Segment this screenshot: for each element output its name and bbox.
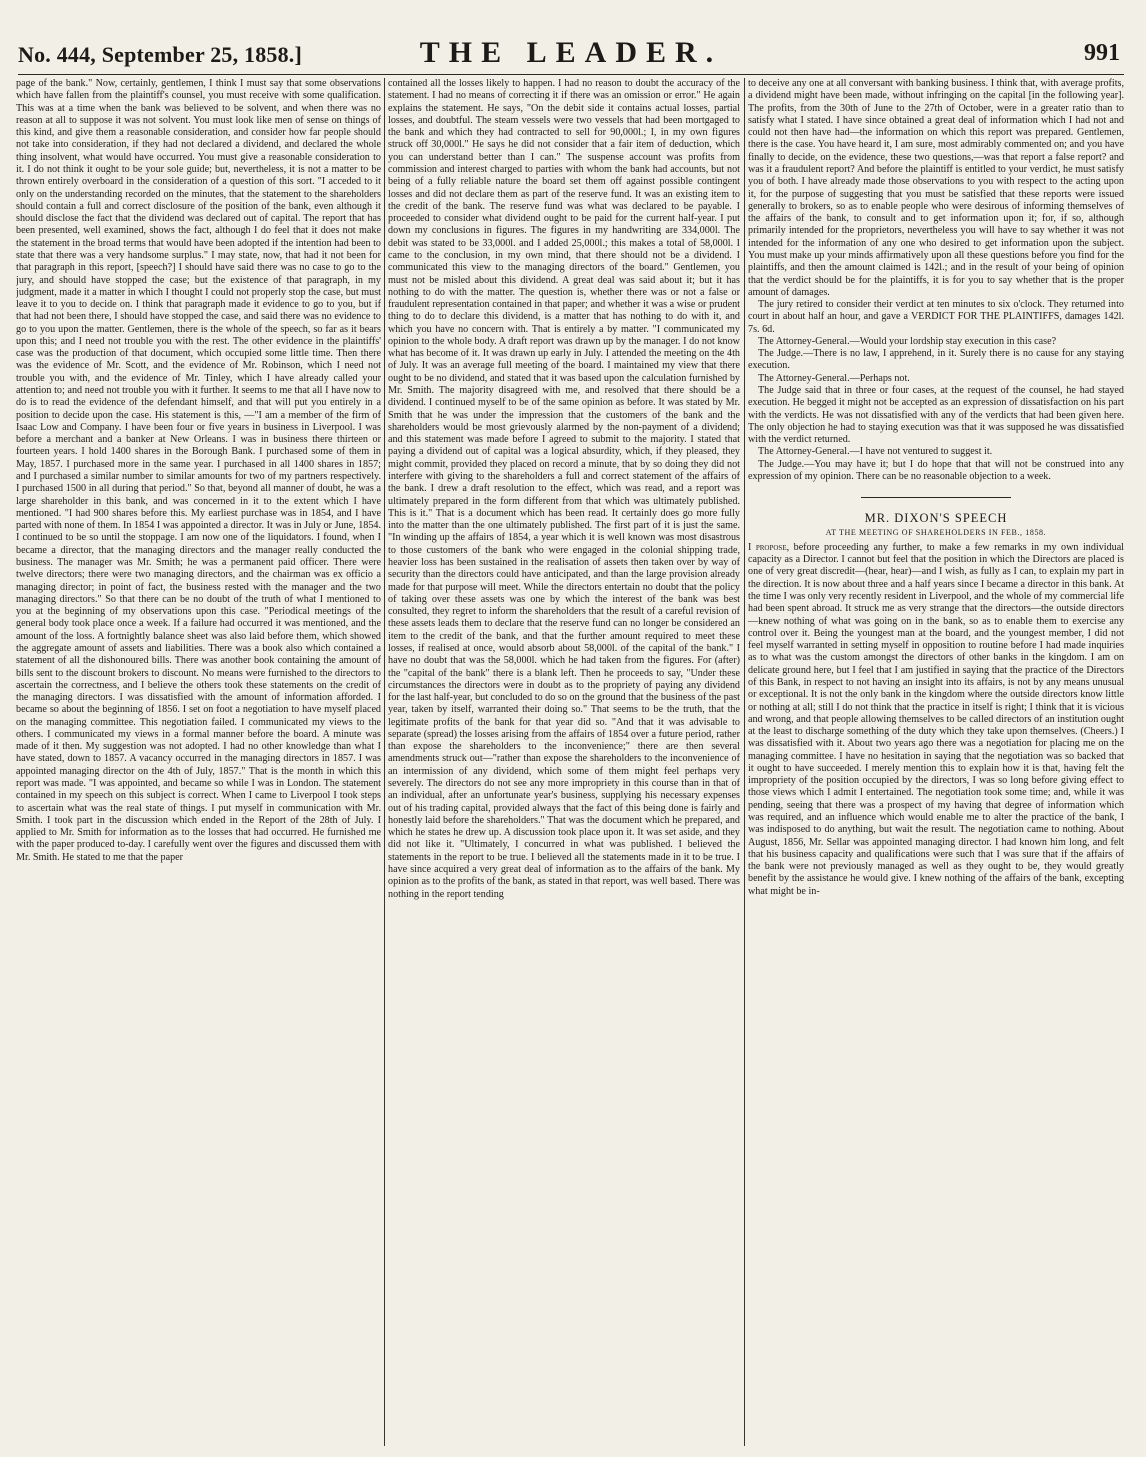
section-paragraph: [748, 542, 1124, 898]
paragraph: The Judge said that in three or four cases, at the request of the counsel, he had stayed execution. He begged it might not be accepted as an expression of dissatisfaction on his part with the verdicts. He was not dissatisfied with any of the verdicts that had been given here. The only objection he had to staying execution was that it was supposed he was dissatisfied with the verdict returned.: [748, 385, 1124, 446]
paragraph: The jury retired to consider their verdict at ten minutes to six o'clock. They returned into court in about half an hour, and gave a VERDICT FOR THE PLAINTIFFS, damages 142l. 7s. 6d.: [748, 299, 1124, 335]
issue-info: No. 444, September 25, 1858.]: [18, 42, 303, 67]
lead-word: I propose,: [748, 541, 790, 553]
paragraph: The Judge.—There is no law, I apprehend, in it. Surely there is no cause for any staying execution.: [748, 348, 1124, 372]
section-divider: [861, 497, 1011, 498]
column-1: [16, 78, 381, 1446]
page-number: 991: [1084, 40, 1120, 66]
paragraph: The Attorney-General.—Would your lordship stay execution in this case?: [758, 335, 1057, 347]
paragraph: The Judge.—You may have it; but I do hope that that will not be construed into any expression of my opinion. There can be no reasonable objection to a week.: [748, 458, 1124, 482]
paragraph: The Attorney-General.—I have not ventured to suggest it.: [758, 446, 993, 458]
section-title: MR. DIXON'S SPEECH: [864, 511, 1008, 526]
paragraph: to deceive any one at all conversant with banking business. I think that, with average profits, a dividend might have been made, without infringing on the capital [in the following year]. The profits, from the 30th of June to the 27th of October, were in a greater ratio than to satisfy what I stated. I have since obtained a great deal of information which I had not and could not then have had—the information on which this report was prepared. Gentlemen, there is the case. You have heard it, I am sure, most admirably commented on; and you have finally to decide, on the evidence, these two questions,—was that report a false report? and was it a fraudulent report? And before the plaintiff is entitled to your verdict, he must satisfy you of both. I have already made those observations to you with respect to the acting upon it, for the purpose of suggesting that you must be satisfied that these reports were issued generally to brokers, so as to enable people who were desirous of informing themselves of the affairs of the bank, to consult and to get information upon it; for, if so, although primarily intended for the proprietors, nevertheless you will have to say whether it was not intended for the information of any one who desired to get information upon the subject. You must make up your minds affirmatively upon all these questions before you find for the plaintiffs, and then the amount claimed is 142l.; and in the result of your being of opinion that the verdict should be for the plaintiffs, it is for you to say whether that is the proper amount of damages.: [748, 78, 1124, 298]
column-rule: [384, 78, 385, 1446]
column-3: [748, 78, 1124, 1446]
paragraph: The Attorney-General.—Perhaps not.: [758, 372, 910, 384]
paragraph: page of the bank." Now, certainly, gentlemen, I think I must say that some observations which have fallen from the plaintiff's counsel, you must receive with some qualification. This was at a time when the bank was believed to be solvent, and when there was no reason at all to suppose it was not solvent. You must look like men of sense on things of this kind, and give them a reasonable consideration, and consider how far people should not take into consideration, if they had not declared a dividend, and declared the whole thing insolvent, what would have occurred. You must give a reasonable consideration to it. I do not think it ought to be your sole guide; but, nevertheless, it is not a matter to be thrown entirely overboard in the consideration of a question of this sort. "I acceded to it only on the understanding recorded on the minutes, that the statement to the shareholders should contain a full and correct disclosure of the position of the bank, even although it should disclose the fact that the dividend was declared out of capital. The report that has been presented, well examined, shows the fact, although I do feel that it does not make the statement in the broad terms that would have been adopted if the intention had been to state that there was a very handsome surplus." I may state, now, that had it not been for that paragraph in this report, [speech?] I should have said there was no case to go to the jury, and should have stopped the case; but the existence of that paragraph, in my judgment, made it a matter in which I thought I could not properly stop the case, but must leave it to you to decide on. I think that paragraph made it evidence to go to you, but if that had not been there, I should have stopped the case, and said there was no evidence to go to you upon the matter. Gentlemen, there is the whole of the speech, so far as it bears upon this; and I need not trouble you with the rest. The other evidence in the plaintiffs' case was the production of that document, which occupied some little time. Then there was the evidence of Mr. Scott, and the evidence of Mr. Robinson, which I need not trouble you with, and the evidence of Mr. Tinley, which I have already called your attention to; and need not trouble you with it further. It seems to me that all I have now to do is to read the evidence of the defendant himself, and that will put you entirely in a position to decide upon the case. His statement is this, —"I am a member of the firm of Isaac Low and Company. I have been four or five years in business in Liverpool. I was before a merchant and a banker at New Orleans. I was in business there thirteen or fourteen years. I hold 1400 shares in the Borough Bank. I purchased some of them in May, 1857. I purchased more in the same year. I purchased in all 1400 shares in 1857; and I purchased a similar number to similar amounts for two of my partners respectively. I purchased 1500 in all during that period." So that, beyond all manner of doubt, he was a large shareholder in this bank, and was concerned in it to the extent which I have mentioned. "I had 900 shares before this. My earliest purchase was in 1854, and I have parted with none of them. In 1854 I was appointed a director. It was in July or June, 1854. I continued to be so until the stoppage. I am now one of the liquidators. I found, when I became a director, that the managing directors and the manager really conducted the business. The manager was Mr. Smith; he was a permanent paid officer. There were twelve directors; there were two managing directors, and the chairman was ex officio a managing director; in point of fact, the business rested with the manager and the two managing directors." So that there can be no doubt of the truth of what I mentioned to you at the beginning of my observations upon this case. "Periodical meetings of the general body took place once a week. If a failure had occurred it was mentioned, and the amount of the loss. A fortnightly balance sheet was also laid before them, which showed the aggregate amount of assets and liabilities. There was a book also which contained a statement of all the dishonoured bills. There was another book containing the amount of bills sent to the discount brokers to discount. No means were furnished to the directors to ascertain the correctness, and I believe the others took these statements on the credit of the managing directors. I was dissatisfied with the amount of information afforded. I became so about the beginning of 1856. I set on foot a negotiation to have myself placed on the managing committee. This negotiation failed. I communicated my views to the others. I communicated my views in a formal manner before the board. A minute was made of it then. My suggestion was not adopted. I had no other knowledge than what I have stated, down to 1857. A vacancy occurred in the managing directors in 1857. I was appointed managing director on the 4th of July, 1857." That is the month in which this report was made. "I was appointed, and became so while I was in London. The statement contained in my speech on this subject is correct. When I came to Liverpool I took steps to ascertain what was the real state of things. I put myself in communication with Mr. Smith. I took part in the discussion which ended in the Report of the 28th of July. I applied to Mr. Smith for information as to the losses that had occurred. He furnished me with the paper produced to-day. I carefully went over the figures and discussed them with Mr. Smith. He stated to me that the paper: [16, 78, 381, 863]
column-2: [388, 78, 740, 1446]
newspaper-title: THE LEADER.: [419, 36, 723, 69]
section-subtitle: AT THE MEETING OF SHAREHOLDERS IN FEB., 1858.: [825, 527, 1047, 537]
paragraph: contained all the losses likely to happen. I had no reason to doubt the accuracy of the statement. I had no means of correcting it if there was an omission or error." He again explains the statement. He says, "On the debit side it contains actual losses, partial losses, and doubtful. The steam vessels were two vessels that had been mortgaged to the bank and which they had contracted to sell for 90,000l.; I, in my own figures struck off 30,000l." He says he did not consider that a fair item of deduction, which you can understand better than I can." The suspense account was profits from commission and interest charged to parties with whom the bank had accounts, but not being of a fully reliable nature the board set them off against possible contingent losses and did not declare them as part of the reserve fund. It was an existing item to the credit of the bank. The reserve fund was what was declared to be payable. I proceeded to consider what dividend ought to be paid for the current half-year. I put down my conclusions in figures. The figures in my handwriting are 334,000l. The debit was stated to be 33,000l. and I added 25,000l.; this makes a total of 58,000l. I came to the conclusion, in my own mind, that there should not be a dividend. I communicated this view to the managing directors of the board." Gentlemen, you must not be misled about this dividend. A great deal was said about it; but it has nothing to do with the matter. The question is, whether there was or not a false or fraudulent representation contained in that paper; and whether it was a wise or prudent thing to do to declare this dividend, is a matter that has nothing to do with it, and which you have no concern with. That is entirely a by matter. "I communicated my opinion to the whole body. A draft report was drawn up by the manager. I do not know what has become of it. It was drawn up early in July. I attended the meeting on the 4th of July. It was an average full meeting of the board. I maintained my view that there ought to be no dividend, and stated that it was based upon the calculation furnished by Mr. Smith. The majority disagreed with me, and resolved that there should be a dividend. I continued myself to be of the same opinion as before. It was stated by Mr. Smith that he was under the impression that the customers of the bank and the shareholders would be most grievously alarmed by the non-payment of a dividend; and this statement was made before I agreed to submit to the majority. I stated that paying a dividend out of capital was a logical absurdity, which, if they pleased, they might commit, provided they placed on record a minute, that by so doing they did not interfere with giving to the shareholders a full and correct statement of the affairs of the bank. I drew a draft resolution to the effect, which was read, and a report was ultimately prepared in the form different from that which was ultimately published. This is it." That is a document which has been read. It certainly does go more fully into the matter than the one ultimately published. The first part of it is just the same. "In winding up the affairs of 1854, a year which it is well known was most disastrous to those customers of the bank who were engaged in the colonial shipping trade, heavier loss has been sustained in the realisation of assets then taken over by way of security than the directors could have anticipated, and than the large provision already made for that purpose will meet. While the directors entertain no doubt that the policy of taking over these assets was one by which the interest of the bank was best consulted, they regret to inform the shareholders that the result of a careful revision of these assets leads them to declare that the reserve fund can no longer be considered an item to the credit of the bank, and that the further amount required to meet these losses, if realised at once, would absorb about 58,000l. of the capital of the bank." I have no doubt that was the 58,000l. which he had taken from the figures. For (after) the "capital of the bank" there is a blank left. Then he proceeds to say, "Under these circumstances the directors were in doubt as to the propriety of paying any dividend for the last half-year, but concluded to do so on the ground that the business of the past year, taken by itself, warranted their doing so." That seems to be the truth, that the legitimate profits of the bank for that year did so. "And that it was advisable to separate (spread) the losses arising from the affairs of 1854 over a future period, rather than expose the shareholders to the inconvenience;" there are then several amendments struck out—"rather than expose the shareholders to the inconvenience of an intermission of any dividend, which some of them might feel perhaps very severely. The directors do not see any more impropriety in this course than in that of an individual, after an unfortunate year's business, supplying his necessary expenses out of his trading capital, provided always that the fact of this being done is fairly and honestly laid before the shareholders." That was the document which he prepared, and which he states he drew up. A discussion took place upon it. It was set aside, and they did not like it. "Ultimately, I concurred in what was published. I believed the statements in the report to be true. I believed all the statements made in it to be true. I have since acquired a very great deal of information as to the affairs of the bank. My opinion as to the profits of the bank, as stated in that report, was well based. There was nothing in the report tending: [388, 78, 740, 900]
section-body: before proceeding any further, to make a few remarks in my own individual capacity as a Director. I cannot but feel that the position in which the Directors are placed is one of very great discredit—(hear, hear)—and I wish, as fully as I can, to explain my part in the direction. It is now about three and a half years since I became a director in this bank. At the time I was only very recently resident in Liverpool, and the whole of my commercial life had been spent abroad. It struck me as very strange that the directors—the outside directors—knew nothing of what was going on in the bank, so as to enable them to exercise any control over it. Being the youngest man at the board, and the youngest member, I did not feel myself warranted in setting myself in opposition to routine before I had made inquiries as to what was the custom amongst the directors of other banks in the kingdom. I am on delicate ground here, but I feel that I am justified in saying that the practice of the Directors of this Bank, in respect to not having an insight into its affairs, is not by any means unusual or exceptional. It is not the only bank in the kingdom where the outside directors know little or nothing at all; still I do not think that the practice in itself is right; I think that it is vicious and wrong, and that people allowing themselves to be called directors of an institution ought at the least to discharge something of the duty which they take upon themselves. (Cheers.) I was dissatisfied with it. About two years ago there was a negotiation for placing me on the managing committee. I have no hesitation in saying that the negotiation was so backed that it ought to have succeeded. I merely mention this to explain how it is that, having felt the impropriety of the position occupied by the directors, I was so long before giving effect to those views which I admit I entertained. The negotiation took some time; and, while it was pending, seeing that there was a prospect of my having that degree of information which was required, and an influence which would enable me to alter the practice of the bank, I was indisposed to do anything, but wait the result. The negotiation came to nothing. About August, 1856, Mr. Sellar was appointed managing director. I had known him long, and felt that his business capacity and qualifications were such that I was sure that if the affairs of the bank were not previously managed as well as they ought to be, they would greatly benefit by the assistance he would give. I knew nothing of the affairs of the bank, excepting what might be in-: [748, 541, 1124, 897]
column-rule: [744, 78, 745, 1446]
page-header: [18, 36, 1124, 75]
